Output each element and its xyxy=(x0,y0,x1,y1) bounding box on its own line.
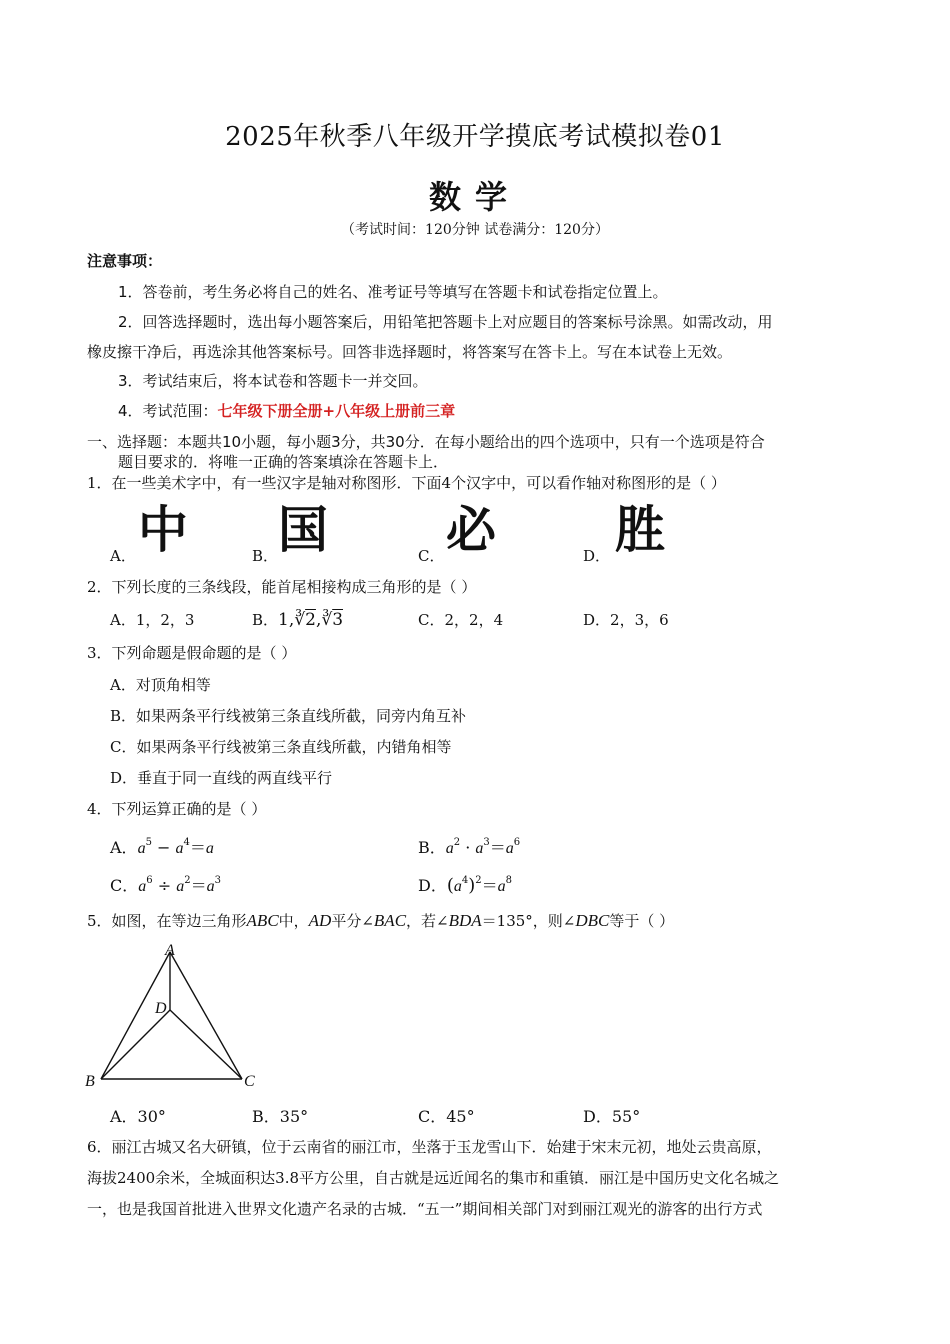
q5-angle-bda: BDA xyxy=(448,911,482,930)
q5-stem-mid-3: ，若∠ xyxy=(406,912,449,930)
q4-option-b-label: B． xyxy=(418,838,446,857)
q5-triangle-name: ABC xyxy=(246,911,279,930)
q2-option-b-radicand-1: 2 xyxy=(305,610,316,630)
q2-option-a: A．1，2，3 xyxy=(110,611,195,629)
q5-stem-end: 等于（ ） xyxy=(609,912,675,930)
q4-option-d-label: D． xyxy=(418,876,447,895)
q2-option-b-radicand-2: 3 xyxy=(332,610,344,630)
q3-stem: 3．下列命题是假命题的是（ ） xyxy=(87,644,297,662)
q5-stem-mid-2: 平分∠ xyxy=(331,912,374,930)
q5-option-a: A．30° xyxy=(110,1107,166,1126)
q2-option-d: D．2，3，6 xyxy=(583,611,669,629)
q5-option-c: C．45° xyxy=(418,1107,475,1126)
q1-option-b-glyph: 国 xyxy=(278,501,328,559)
q2-option-b-first: 1, xyxy=(278,610,295,630)
note-item-2-line-2: 橡皮擦干净后，再选涂其他答案标号。回答非选择题时，将答案写在答卡上。写在本试卷上无效。 xyxy=(87,343,733,361)
q4-stem: 4．下列运算正确的是（ ） xyxy=(87,800,267,818)
q3-option-d: D．垂直于同一直线的两直线平行 xyxy=(110,769,333,787)
q3-option-b: B．如果两条平行线被第三条直线所截，同旁内角互补 xyxy=(110,707,467,725)
q3-option-c: C．如果两条平行线被第三条直线所截，内错角相等 xyxy=(110,738,452,756)
q2-option-b: B．1,∛2,∛3 xyxy=(252,610,344,630)
q1-option-d-label: D． xyxy=(583,547,611,565)
q2-option-c: C．2，2，4 xyxy=(418,611,504,629)
q5-angle-bac: BAC xyxy=(373,911,407,930)
q4-option-c: C．$a^6 \div a^2=a^3$ xyxy=(110,875,221,895)
vertex-label-c: C xyxy=(244,1073,255,1090)
q2-option-b-label: B． xyxy=(252,611,279,629)
q6-line-1: 6．丽江古城又名大研镇，位于云南省的丽江市，坐落于玉龙雪山下．始建于宋末元初，地处云贵高原， xyxy=(87,1138,772,1156)
note-item-4 xyxy=(118,400,455,421)
note-item-2-line-1: 2．回答选择题时，选出每小题答案后，用铅笔把答题卡上对应题目的答案标号涂黑。如需改动，用 xyxy=(118,313,773,331)
q5-stem xyxy=(87,910,674,931)
q4-option-c-label: C． xyxy=(110,876,139,895)
q4-option-d: D．$(a^4)^2=a^8$ xyxy=(418,875,513,896)
q5-segment-ad: AD xyxy=(308,911,332,930)
q5-angle-dbc: DBC xyxy=(575,911,610,930)
section-1-instruction-line-1: 一、选择题：本题共10小题，每小题3分，共30分．在每小题给出的四个选项中，只有一个选项是符合 xyxy=(87,433,765,451)
vertex-label-b: B xyxy=(85,1073,95,1090)
q1-stem: 1．在一些美术字中，有一些汉字是轴对称图形．下面4个汉字中，可以看作轴对称图形的是（ ） xyxy=(87,474,726,492)
q1-option-d-glyph: 胜 xyxy=(615,501,665,559)
q2-option-b-comma: , xyxy=(315,610,322,630)
q1-option-a-label: A． xyxy=(110,547,136,565)
q6-line-3: 一，也是我国首批进入世界文化遗产名录的古城．“五一”期间相关部门对到丽江观光的游客的出行方式 xyxy=(87,1200,763,1218)
q5-stem-mid-1: 中， xyxy=(278,912,309,930)
section-1-instruction-line-2: 题目要求的．将唯一正确的答案填涂在答题卡上． xyxy=(118,453,449,471)
q1-option-b-label: B． xyxy=(252,547,279,565)
vertex-label-d: D xyxy=(155,1000,167,1017)
q2-stem: 2．下列长度的三条线段，能首尾相接构成三角形的是（ ） xyxy=(87,578,477,596)
q4-option-b: B．$a^2 \cdot a^3=a^6$ xyxy=(418,837,521,857)
q5-stem-mid-4: ＝135°，则∠ xyxy=(481,912,576,930)
q5-option-b: B．35° xyxy=(252,1107,309,1126)
q4-option-a-label: A． xyxy=(110,838,138,857)
subject-title: 数学 xyxy=(428,178,521,216)
q5-option-d: D．55° xyxy=(583,1107,641,1126)
note-item-4-label: 4．考试范围： xyxy=(118,402,218,420)
q1-option-a-glyph: 中 xyxy=(138,501,188,559)
q5-stem-pre: 5．如图，在等边三角形 xyxy=(87,912,247,930)
q1-option-c-label: C． xyxy=(418,547,445,565)
exam-title: 2025年秋季八年级开学摸底考试模拟卷01 xyxy=(225,122,725,152)
segment-bd xyxy=(101,1010,170,1079)
q6-line-2: 海拔2400余米，全城面积达3.8平方公里，自古就是远近闻名的集市和重镇．丽江是中国历史文化名城之 xyxy=(87,1169,780,1187)
q3-option-a: A．对顶角相等 xyxy=(110,676,211,694)
note-item-1: 1．答卷前，考生务必将自己的姓名、准考证号等填写在答题卡和试卷指定位置上。 xyxy=(118,283,668,301)
segment-cd xyxy=(170,1010,242,1079)
notes-heading: 注意事项： xyxy=(87,252,163,270)
exam-scope: 七年级下册全册+八年级上册前三章 xyxy=(217,402,456,420)
edge-ac xyxy=(170,952,242,1079)
vertex-label-a: A xyxy=(165,942,175,959)
q4-option-a: A．$a^5 - a^4=a$ xyxy=(110,837,214,857)
note-item-3: 3．考试结束后，将本试卷和答题卡一并交回。 xyxy=(118,372,428,390)
q5-triangle-figure xyxy=(80,940,280,1095)
q1-option-c-glyph: 必 xyxy=(446,501,496,559)
exam-time-info: （考试时间：120分钟 试卷满分：120分） xyxy=(341,222,609,238)
